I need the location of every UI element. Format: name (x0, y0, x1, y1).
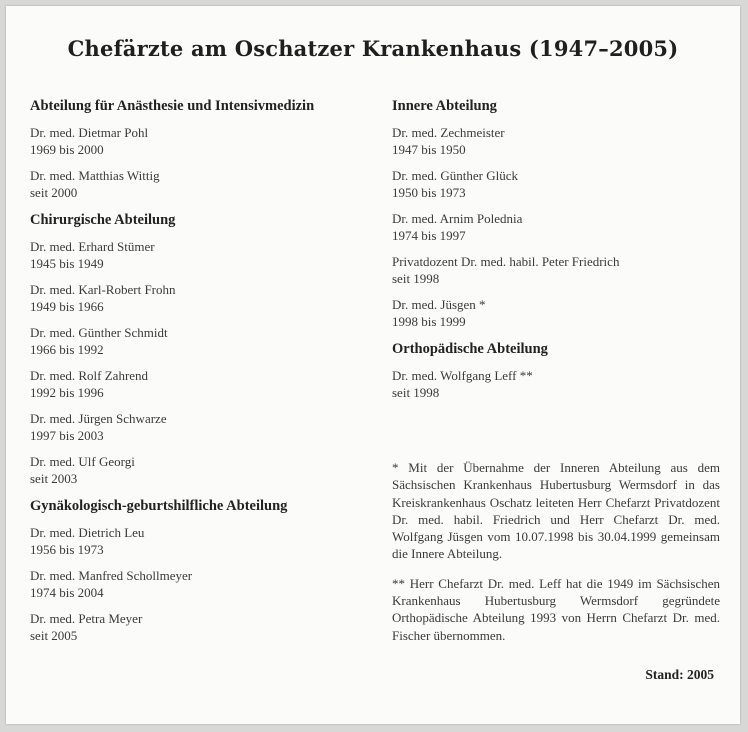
doctor-name: Dr. med. Günther Schmidt (30, 325, 168, 340)
doctor-period: seit 2000 (30, 185, 78, 200)
doctor-name: Dr. med. Erhard Stümer (30, 239, 155, 254)
doctor-name: Dr. med. Arnim Polednia (392, 211, 523, 226)
department-title: Gynäkologisch-geburtshilfliche Abteilung (30, 498, 288, 514)
department-section (392, 341, 722, 401)
doctor-name: Dr. med. Dietrich Leu (30, 525, 145, 540)
doctor-entry (30, 453, 360, 487)
footnote: * Mit der Übernahme der Inneren Abteilung aus dem Sächsischen Krankenhaus Hubertusburg Wermsdorf in das Kreiskrankenhaus Oschatz leiteten Herr Chefarzt Privatdozent Dr. med. habil. Friedrich und Herr Chefarzt Dr. med. Wolfgang Jüsgen vom 10.07.1998 bis 30.04.1999 gemeinsam die Innere Abteilung. (392, 460, 720, 562)
doctor-name: Dr. med. Wolfgang Leff ** (392, 368, 533, 383)
doctor-entry (30, 524, 360, 558)
doctor-entry (30, 367, 360, 401)
doctor-period: 1997 bis 2003 (30, 428, 104, 443)
doctor-entry (392, 210, 722, 244)
department-title: Innere Abteilung (392, 98, 497, 114)
footnotes (392, 459, 720, 656)
department-title: Abteilung für Anästhesie und Intensivmedizin (30, 98, 315, 114)
doctor-entry (30, 238, 360, 272)
department-title: Chirurgische Abteilung (30, 212, 176, 228)
doctor-name: Dr. med. Ulf Georgi (30, 454, 135, 469)
doctor-name: Dr. med. Matthias Wittig (30, 168, 160, 183)
doctor-period: 1947 bis 1950 (392, 142, 466, 157)
doctor-entry (30, 124, 360, 158)
doctor-period: seit 1998 (392, 385, 440, 400)
doctor-name: Dr. med. Karl-Robert Frohn (30, 282, 176, 297)
doctor-entry (30, 610, 360, 644)
doctor-entry (30, 567, 360, 601)
doctor-period: 1992 bis 1996 (30, 385, 104, 400)
doctor-period: 1966 bis 1992 (30, 342, 104, 357)
doctor-period: 1945 bis 1949 (30, 256, 104, 271)
doctor-entry (392, 367, 722, 401)
right-column (392, 98, 722, 410)
doctor-entry (30, 167, 360, 201)
doctor-period: 1950 bis 1973 (392, 185, 466, 200)
doctor-entry (392, 124, 722, 158)
doctor-period: 1969 bis 2000 (30, 142, 104, 157)
doctor-name: Dr. med. Jüsgen * (392, 297, 486, 312)
doctor-name: Dr. med. Petra Meyer (30, 611, 143, 626)
footnote: ** Herr Chefarzt Dr. med. Leff hat die 1949 im Sächsischen Krankenhaus Hubertusburg Wermsdorf gegründete Orthopädische Abteilung 1993 von Herrn Chefarzt Dr. med. Fischer übernommen. (392, 575, 720, 643)
doctor-period: seit 2005 (30, 628, 78, 643)
doctor-period: seit 2003 (30, 471, 78, 486)
doctor-name: Dr. med. Günther Glück (392, 168, 519, 183)
doctor-name: Dr. med. Dietmar Pohl (30, 125, 149, 140)
doctor-period: 1998 bis 1999 (392, 314, 466, 329)
doctor-entry (392, 296, 722, 330)
department-section (392, 98, 722, 330)
doctor-entry (392, 253, 722, 287)
doctor-name: Dr. med. Manfred Schollmeyer (30, 568, 193, 583)
department-section (30, 498, 360, 644)
doctor-name: Dr. med. Zechmeister (392, 125, 505, 140)
left-column (30, 98, 360, 653)
page-title: Chefärzte am Oschatzer Krankenhaus (1947–2005) (67, 36, 679, 61)
doctor-name: Privatdozent Dr. med. habil. Peter Friedrich (392, 254, 620, 269)
doctor-entry (30, 324, 360, 358)
doctor-entry (30, 410, 360, 444)
doctor-period: 1956 bis 1973 (30, 542, 104, 557)
doctor-name: Dr. med. Jürgen Schwarze (30, 411, 167, 426)
doctor-entry (392, 167, 722, 201)
doctor-entry (30, 281, 360, 315)
doctor-period: 1974 bis 1997 (392, 228, 466, 243)
department-section (30, 98, 360, 201)
department-section (30, 212, 360, 487)
doctor-name: Dr. med. Rolf Zahrend (30, 368, 149, 383)
department-title: Orthopädische Abteilung (392, 341, 548, 357)
doctor-period: 1949 bis 1966 (30, 299, 104, 314)
document-page (6, 6, 740, 724)
stand-date: Stand: 2005 (645, 667, 714, 682)
doctor-period: seit 1998 (392, 271, 440, 286)
doctor-period: 1974 bis 2004 (30, 585, 104, 600)
